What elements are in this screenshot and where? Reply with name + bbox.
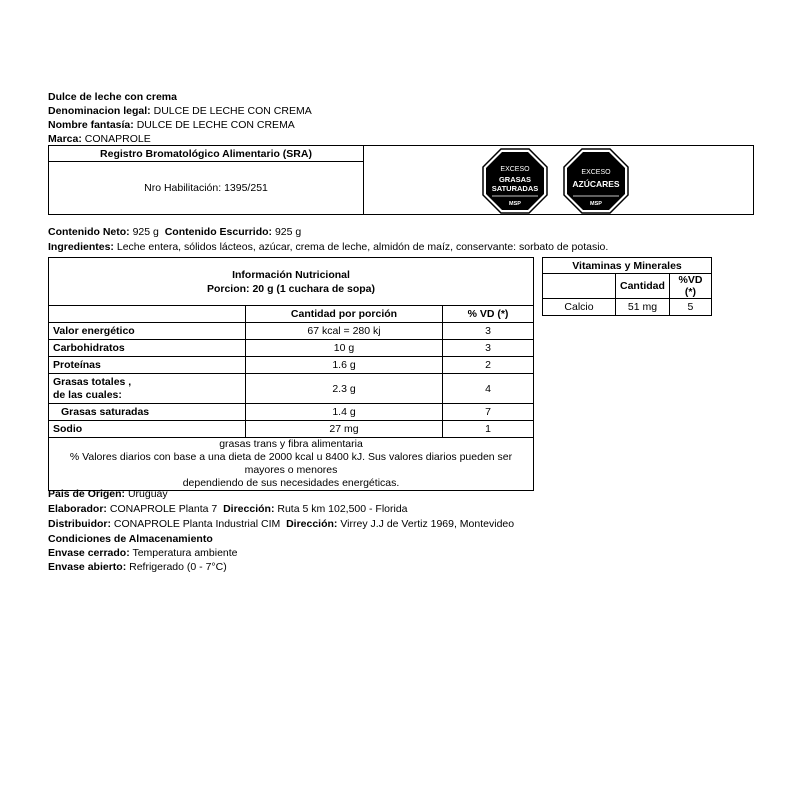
cerrado-line: Envase cerrado: Temperatura ambiente: [48, 547, 238, 559]
table-row: Calcio 51 mg 5: [543, 299, 712, 316]
abierto-line: Envase abierto: Refrigerado (0 - 7°C): [48, 561, 227, 573]
contenido-line: Contenido Neto: 925 g Contenido Escurrido: 925 g: [48, 226, 302, 238]
condiciones-heading: Condiciones de Almacenamiento: [48, 533, 213, 545]
marca-line: Marca: CONAPROLE: [48, 133, 151, 145]
badge-line1-text: GRASAS: [498, 175, 532, 184]
registro-header: Registro Bromatológico Alimentario (SRA): [49, 146, 364, 162]
denominacion-line: Denominacion legal: DULCE DE LECHE CON CREMA: [48, 105, 312, 117]
exceso-grasas-saturadas-icon: [482, 148, 548, 214]
distribuidor-line: Distribuidor: CONAPROLE Planta Industrial CIM Dirección: Virrey J.J de Vertiz 1969, Montevideo: [48, 518, 515, 530]
badge-msp-text: MSP: [590, 201, 602, 207]
table-row: Proteínas 1.6 g 2: [49, 357, 534, 374]
vitamins-col-blank: [543, 274, 616, 299]
table-row: Grasas totales , de las cuales: 2.3 g 4: [49, 374, 534, 404]
elaborador-line: Elaborador: CONAPROLE Planta 7 Dirección: Ruta 5 km 102,500 - Florida: [48, 503, 408, 515]
badge-top-text: EXCESO: [581, 169, 611, 176]
nutrition-col-vd: % VD (*): [443, 306, 534, 323]
vitamins-col-cantidad: Cantidad: [616, 274, 670, 299]
pais-line: Pais de Origen: Uruguay: [48, 488, 168, 500]
warning-badges-cell: [364, 146, 754, 215]
nutrition-header: Información Nutricional Porcion: 20 g (1 cuchara de sopa): [49, 258, 534, 306]
table-row: Carbohidratos 10 g 3: [49, 340, 534, 357]
registro-table: [48, 145, 754, 215]
ingredientes-line: Ingredientes: Leche entera, sólidos lácteos, azúcar, crema de leche, almidón de maíz, conservante: sorbato de potasio.: [48, 241, 609, 253]
product-title: Dulce de leche con crema: [48, 91, 177, 103]
exceso-azucares-icon: [563, 148, 629, 214]
table-row: Valor energético 67 kcal = 280 kj 3: [49, 323, 534, 340]
nutrition-col-blank: [49, 306, 246, 323]
table-row: Sodio 27 mg 1: [49, 421, 534, 438]
badge-line1-text: AZÚCARES: [572, 179, 620, 189]
badge-top-text: EXCESO: [500, 166, 530, 173]
registro-habilitacion: Nro Habilitación: 1395/251: [49, 162, 364, 215]
nutrition-footnote: grasas trans y fibra alimentaria % Valores diarios con base a una dieta de 2000 kcal u 8400 kJ. Sus valores diarios pueden ser mayores o menores dependiendo de sus necesidades energéticas.: [49, 438, 534, 491]
table-row: Grasas saturadas 1.4 g 7: [49, 404, 534, 421]
nutrition-col-cantidad: Cantidad por porción: [246, 306, 443, 323]
nutrition-table: [48, 257, 534, 491]
badge-line2-text: SATURADAS: [491, 184, 539, 193]
vitamins-table: [542, 257, 712, 316]
vitamins-col-vd: %VD (*): [669, 274, 711, 299]
vitamins-header: Vitaminas y Minerales: [543, 258, 712, 274]
fantasia-line: Nombre fantasía: DULCE DE LECHE CON CREMA: [48, 119, 295, 131]
badge-msp-text: MSP: [509, 201, 521, 207]
